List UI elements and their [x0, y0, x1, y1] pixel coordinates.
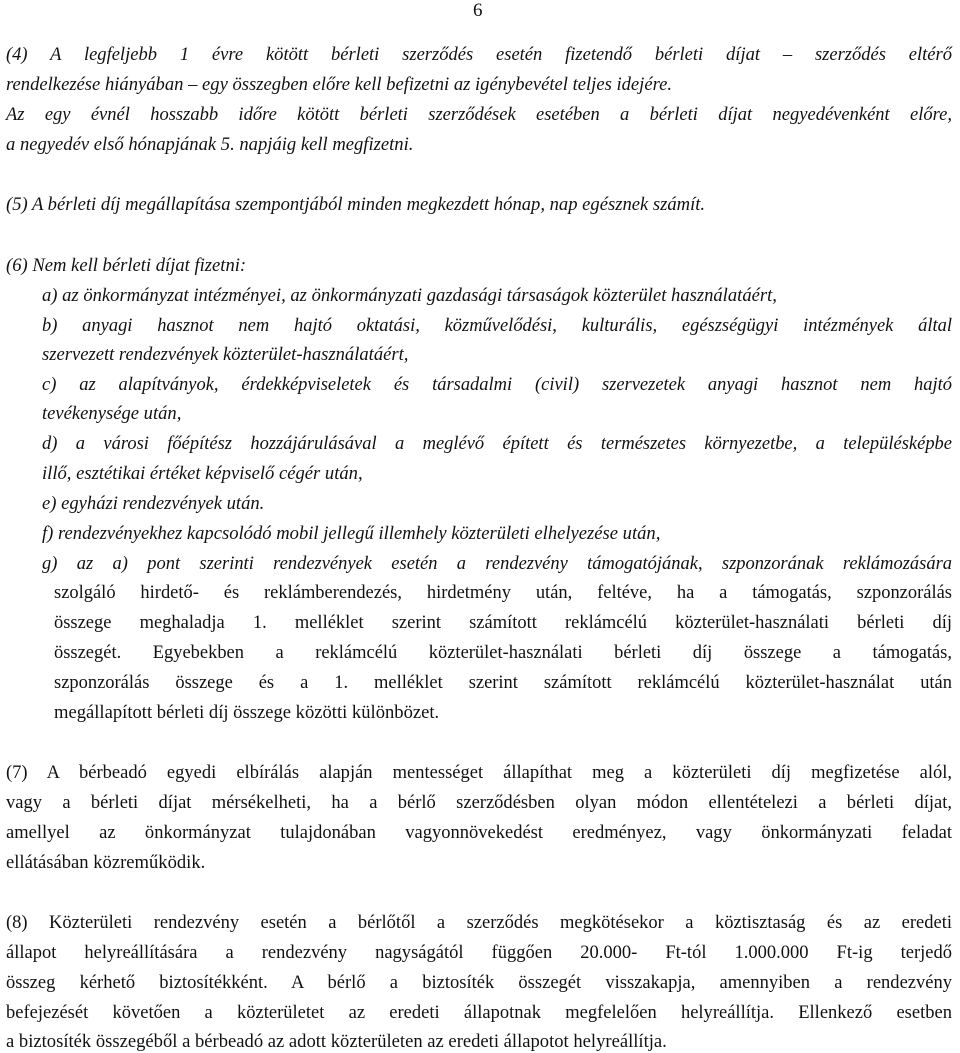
- section-6-item-c-line-2: tevékenysége után,: [42, 403, 182, 424]
- section-6-item-g-line-4: összegét. Egyebekben a reklámcélú közterület-használati bérleti díj összege a támogatás,: [54, 642, 952, 663]
- section-6-item-g-line-2: szolgáló hirdető- és reklámberendezés, hirdetmény után, feltéve, ha a támogatás, szponzorálás: [54, 582, 952, 603]
- section-8-line-3: összeg kérhető biztosítékként. A bérlő a biztosíték összegét visszakapja, amennyiben a rendezvény: [6, 972, 952, 993]
- section-6-intro: (6) Nem kell bérleti díjat fizetni:: [6, 255, 247, 276]
- section-6-item-a: a) az önkormányzat intézményei, az önkormányzati gazdasági társaságok közterület használatáért,: [42, 285, 777, 306]
- section-4-line-1: (4) A legfeljebb 1 évre kötött bérleti szerződés esetén fizetendő bérleti díjat – szerződés eltérő: [6, 44, 952, 65]
- section-4-line-3: Az egy évnél hosszabb időre kötött bérleti szerződések esetében a bérleti díjat negyedévenként előre,: [6, 104, 952, 125]
- section-7-line-4: ellátásában közreműködik.: [6, 852, 206, 873]
- section-8-line-5: a biztosíték összegéből a bérbeadó az adott közterületen az eredeti állapotot helyreállítja.: [6, 1031, 667, 1052]
- section-5-line-1: (5) A bérleti díj megállapítása szempontjából minden megkezdett hónap, nap egésznek számít.: [6, 194, 706, 215]
- section-7-line-1: (7) A bérbeadó egyedi elbírálás alapján mentességet állapíthat meg a közterületi díj megfizetése alól,: [6, 762, 952, 783]
- section-6-item-d-line-2: illő, esztétikai értéket képviselő cégér után,: [42, 463, 363, 484]
- section-6-item-g-line-1: g) az a) pont szerinti rendezvények esetén a rendezvény támogatójának, szponzorának reklámozására: [42, 553, 952, 574]
- section-4-line-4: a negyedév első hónapjának 5. napjáig kell megfizetni.: [6, 134, 414, 155]
- section-6-item-f: f) rendezvényekhez kapcsolódó mobil jellegű illemhely közterületi elhelyezése után,: [42, 523, 661, 544]
- section-7-line-2: vagy a bérleti díjat mérsékelheti, ha a bérlő szerződésben olyan módon ellentételezi a bérleti díjat,: [6, 792, 952, 813]
- section-6-item-e: e) egyházi rendezvények után.: [42, 493, 265, 514]
- section-4-line-2: rendelkezése hiányában – egy összegben előre kell befizetni az igénybevétel teljes idejére.: [6, 74, 673, 95]
- page-number: 6: [473, 0, 483, 21]
- section-6-item-g-line-6: megállapított bérleti díj összege közötti különbözet.: [54, 702, 440, 723]
- section-6-item-g-line-5: szponzorálás összege és a 1. melléklet szerint számított reklámcélú közterület-használat után: [54, 672, 952, 693]
- section-7-line-3: amellyel az önkormányzat tulajdonában vagyonnövekedést eredményez, vagy önkormányzati feladat: [6, 822, 952, 843]
- section-6-item-b-line-1: b) anyagi hasznot nem hajtó oktatási, közművelődési, kulturális, egészségügyi intézmények által: [42, 315, 952, 336]
- section-8-line-4: befejezését követően a közterületet az eredeti állapotnak megfelelően helyreállítja. Ellenkező esetben: [6, 1002, 952, 1023]
- section-6-item-d-line-1: d) a városi főépítész hozzájárulásával a meglévő épített és természetes környezetbe, a településképbe: [42, 433, 952, 454]
- section-6-item-c-line-1: c) az alapítványok, érdekképviseletek és társadalmi (civil) szervezetek anyagi hasznot nem hajtó: [42, 374, 952, 395]
- section-6-item-g-line-3: összege meghaladja 1. melléklet szerint számított reklámcélú közterület-használati bérleti díj: [54, 612, 952, 633]
- section-6-item-b-line-2: szervezett rendezvények közterület-használatáért,: [42, 344, 409, 365]
- section-8-line-2: állapot helyreállítására a rendezvény nagyságától függően 20.000- Ft-tól 1.000.000 Ft-ig terjedő: [6, 942, 952, 963]
- section-8-line-1: (8) Közterületi rendezvény esetén a bérlőtől a szerződés megkötésekor a köztisztaság és az eredeti: [6, 912, 952, 933]
